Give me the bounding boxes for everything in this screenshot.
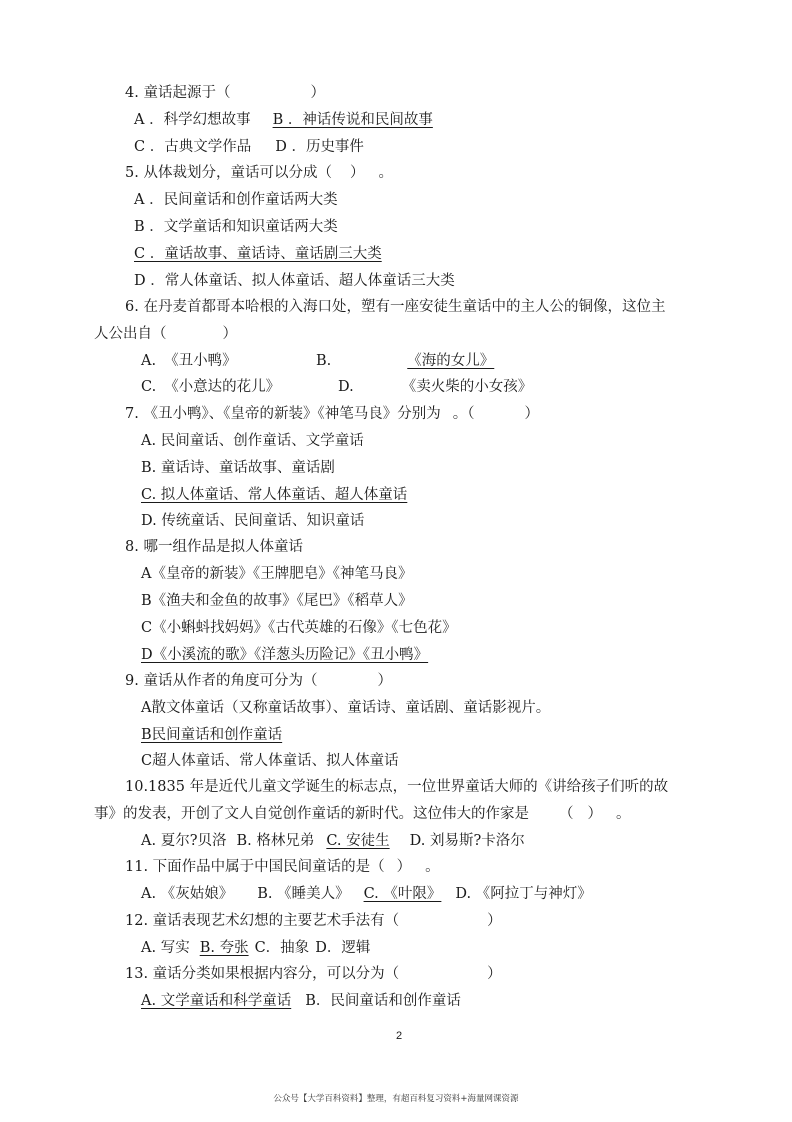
option-d: D ．历史事件 [275,139,364,155]
option-c: C ．古典文学作品 [134,139,252,155]
option-d: D．逻辑 [315,940,371,956]
option-d-label: D. [338,379,354,395]
option-a: A. 夏尔?贝洛 [141,833,227,849]
answer-text: C. 拟人体童话、常人体童话、超人体童话 [141,487,408,503]
paren-close: ） [349,165,365,181]
question-12-options [141,938,370,958]
option-d: D ．常人体童话、拟人体童话、超人体童话三大类 [134,273,455,289]
paren-open: （ [559,806,574,822]
option-b-label: B. [316,353,332,369]
option-a: A ．民间童话和创作童话两大类 [134,192,338,208]
question-4-options-ab [134,110,443,130]
option-d-answer [141,645,432,665]
option-c-answer: C. 安徒生 [326,833,390,849]
option-c-answer [134,244,396,264]
paren-close: ） [396,859,412,875]
paren-close: ） [222,326,237,342]
question-6-options-ab [141,351,237,371]
option-b: B ．文学童话和知识童话两大类 [134,219,338,235]
option-b: B《渔夫和金鱼的故事》《尾巴》《稻草人》 [141,593,413,609]
question-8: 8. 哪一组作品是拟人体童话 [125,539,303,555]
option-d-text: 《卖火柴的小女孩》 [401,379,533,395]
option-c-answer: C. 《叶限》 [363,886,442,902]
answer-text: B民间童话和创作童话 [141,727,283,743]
question-stem: 13. 童话分类如果根据内容分，可以分为（ [125,966,400,982]
question-13 [125,964,502,984]
option-c: C．抽象 [254,940,310,956]
paren-close: ） [587,806,602,822]
question-4 [125,83,325,103]
option-a-text: 《丑小鸭》 [164,353,237,369]
answer-text: C ．童话故事、童话诗、童话剧三大类 [134,246,382,262]
question-12 [125,911,502,931]
option-b-answer: B ．神话传说和民间故事 [272,112,433,128]
question-10-line1: 10.1835 年是近代儿童文学诞生的标志点，一位世界童话大师的《讲给孩子们听的故 [125,779,669,795]
question-6-option-b [316,351,494,371]
option-a-answer: A. 文学童话和科学童话 [141,993,292,1009]
footer-note: 公众号【大学百科资料】整理，有超百科复习资料+海量网课资源 [273,1094,519,1104]
question-6-line1: 6. 在丹麦首都哥本哈根的入海口处，塑有一座安徒生童话中的主人公的铜像，这位主 [125,299,666,315]
question-6-line2 [94,324,237,344]
option-b: B．民间童话和创作童话 [305,993,461,1009]
option-a-label: A. [141,353,157,369]
option-a: A《皇帝的新装》《王牌肥皂》《神笔马良》 [141,566,413,582]
question-stem: 事》的发表，开创了文人自觉创作童话的新时代。这位伟大的作家是 [94,806,529,822]
option-a: A. 《灰姑娘》 [141,886,234,902]
paren-close: ） [377,673,392,689]
option-b: B. 格林兄弟 [236,833,315,849]
paren-close: ） [487,913,502,929]
option-c-answer [141,485,421,505]
option-a: A. 民间童话、创作童话、文学童话 [141,433,364,449]
question-stem: 11. 下面作品中属于中国民间童话的是（ [125,859,385,875]
option-b-answer [141,725,294,745]
page-number: 2 [396,1030,403,1042]
option-d: D. 《阿拉丁与神灯》 [455,886,592,902]
paren-close: ） [487,966,502,982]
option-b-answer: 《海的女儿》 [407,353,495,369]
answer-text: D《小溪流的歌》《洋葱头历险记》《丑小鸭》 [141,647,429,663]
option-b: B. 童话诗、童话故事、童话剧 [141,460,335,476]
option-a: A ．科学幻想故事 [134,112,251,128]
question-10-options [141,831,525,851]
option-b: B. 《睡美人》 [257,886,350,902]
question-stem: 7. 《丑小鸭》、《皇帝的新装》《神笔马良》分别为 [125,406,441,422]
question-6-option-c [141,377,280,397]
question-stem: 人公出自（ [94,326,167,342]
paren-close: ） [524,406,539,422]
period: 。 [378,165,393,181]
option-c: C《小蝌蚪找妈妈》《古代英雄的石像》《七色花》 [141,620,457,636]
question-13-options [141,991,461,1011]
option-a: A. 写实 [141,940,190,956]
period: 。 [425,859,440,875]
option-b-answer: B. 夸张 [199,940,249,956]
option-c: C超人体童话、常人体童话、拟人体童话 [141,753,399,769]
period: 。 [616,806,631,822]
question-7 [125,404,539,424]
paren-open: 。（ [452,406,475,422]
question-6-option-d [338,377,532,397]
question-stem: 5. 从体裁划分，童话可以分成（ [125,165,332,181]
question-9 [125,671,392,691]
question-stem: 12. 童话表现艺术幻想的主要艺术手法有（ [125,913,400,929]
option-a: A散文体童话（又称童话故事）、童话诗、童话剧、童话影视片。 [141,700,551,716]
question-11-options [141,884,592,904]
option-d: D. 刘易斯?卡洛尔 [409,833,525,849]
option-d: D. 传统童话、民间童话、知识童话 [141,513,365,529]
paren-close: ） [310,85,325,101]
question-stem: 4. 童话起源于（ [125,85,231,101]
question-stem: 9. 童话从作者的角度可分为（ [125,673,318,689]
question-5 [125,163,393,183]
question-11 [125,857,440,877]
option-c-label: C. [141,379,157,395]
option-c-text: 《小意达的花儿》 [164,379,281,395]
question-4-options-cd [134,137,364,157]
question-10-line2 [94,804,631,824]
